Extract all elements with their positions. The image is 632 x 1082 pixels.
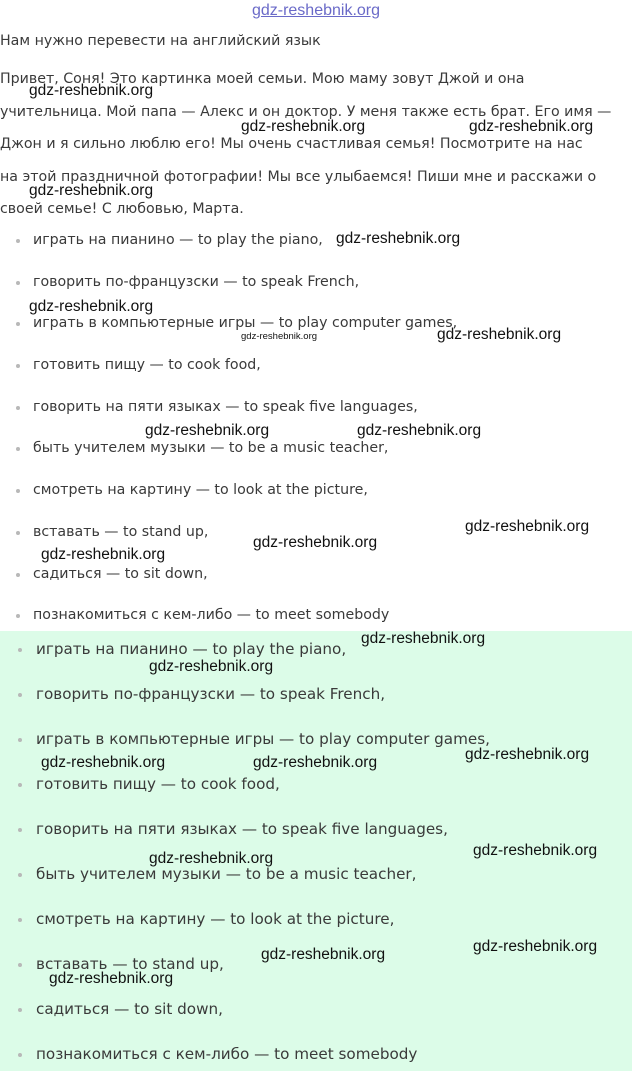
watermark-text: gdz-reshebnik.org xyxy=(253,534,378,551)
list-item: говорить по-французски — to speak French, xyxy=(0,265,632,307)
letter-line: на этой праздничной фотографии! Мы все улыбаемся! Пиши мне и расскажи о xyxy=(0,168,597,185)
watermark-text: gdz-reshebnik.org xyxy=(41,754,166,771)
list-item: готовить пищу — to cook food, xyxy=(0,348,632,390)
list-item: вставать — to stand up, xyxy=(0,515,632,557)
watermark-text: gdz-reshebnik.org xyxy=(241,118,366,135)
watermark-text: gdz-reshebnik.org xyxy=(336,230,461,247)
list-item: играть на пианино — to play the piano, xyxy=(0,223,632,265)
watermark-text: gdz-reshebnik.org xyxy=(149,658,274,675)
watermark-text: gdz-reshebnik.org xyxy=(29,82,154,99)
site-header-link[interactable]: gdz-reshebnik.org xyxy=(251,2,381,19)
watermark-text: gdz-reshebnik.org xyxy=(145,422,270,439)
watermark-text: gdz-reshebnik.org xyxy=(473,842,598,859)
list-item: быть учителем музыки — to be a music teacher, xyxy=(0,431,632,473)
watermark-text: gdz-reshebnik.org xyxy=(261,946,386,963)
answer-item: вставать — to stand up, xyxy=(0,947,632,992)
list-item: смотреть на картину — to look at the picture, xyxy=(0,473,632,515)
watermark-text: gdz-reshebnik.org xyxy=(473,938,598,955)
watermark-text: gdz-reshebnik.org xyxy=(437,326,562,343)
watermark-text: gdz-reshebnik.org xyxy=(465,518,590,535)
answer-item: готовить пищу — to cook food, xyxy=(0,767,632,812)
answer-item: играть в компьютерные игры — to play computer games, xyxy=(0,722,632,767)
list-item: говорить на пяти языках — to speak five languages, xyxy=(0,390,632,432)
watermark-text: gdz-reshebnik.org xyxy=(41,546,166,563)
answer-item: садиться — to sit down, xyxy=(0,992,632,1037)
watermark-text: gdz-reshebnik.org xyxy=(149,850,274,867)
letter-line: учительница. Мой папа — Алекс и он доктор. У меня также есть брат. Его имя — xyxy=(0,103,612,120)
task-title: Нам нужно перевести на английский язык xyxy=(0,33,321,49)
watermark-text: gdz-reshebnik.org xyxy=(253,754,378,771)
watermark-text: gdz-reshebnik.org xyxy=(469,118,594,135)
phrase-list xyxy=(0,223,632,640)
watermark-text: gdz-reshebnik.org xyxy=(49,970,174,987)
answer-item: играть на пианино — to play the piano, xyxy=(0,632,632,677)
watermark-text: gdz-reshebnik.org xyxy=(241,331,318,342)
watermark-text: gdz-reshebnik.org xyxy=(465,746,590,763)
letter-line: Привет, Соня! Это картинка моей семьи. Мою маму зовут Джой и она xyxy=(0,71,525,87)
list-item: играть в компьютерные игры — to play computer games, xyxy=(0,306,632,348)
answer-item: познакомиться с кем-либо — to meet somebody xyxy=(0,1037,632,1082)
letter-line: своей семье! С любовью, Марта. xyxy=(0,201,244,217)
watermark-text: gdz-reshebnik.org xyxy=(29,298,154,315)
answer-item: быть учителем музыки — to be a music teacher, xyxy=(0,857,632,902)
letter-line: Джон и я сильно люблю его! Мы очень счастливая семья! Посмотрите на нас xyxy=(0,136,583,152)
list-item: познакомиться с кем-либо — to meet somebody xyxy=(0,598,632,640)
watermark-text: gdz-reshebnik.org xyxy=(357,422,482,439)
answer-item: смотреть на картину — to look at the picture, xyxy=(0,902,632,947)
answer-item: говорить на пяти языках — to speak five languages, xyxy=(0,812,632,857)
answer-item: говорить по-французски — to speak French, xyxy=(0,677,632,722)
watermark-text: gdz-reshebnik.org xyxy=(361,630,486,647)
list-item: садиться — to sit down, xyxy=(0,557,632,599)
watermark-text: gdz-reshebnik.org xyxy=(29,182,154,199)
